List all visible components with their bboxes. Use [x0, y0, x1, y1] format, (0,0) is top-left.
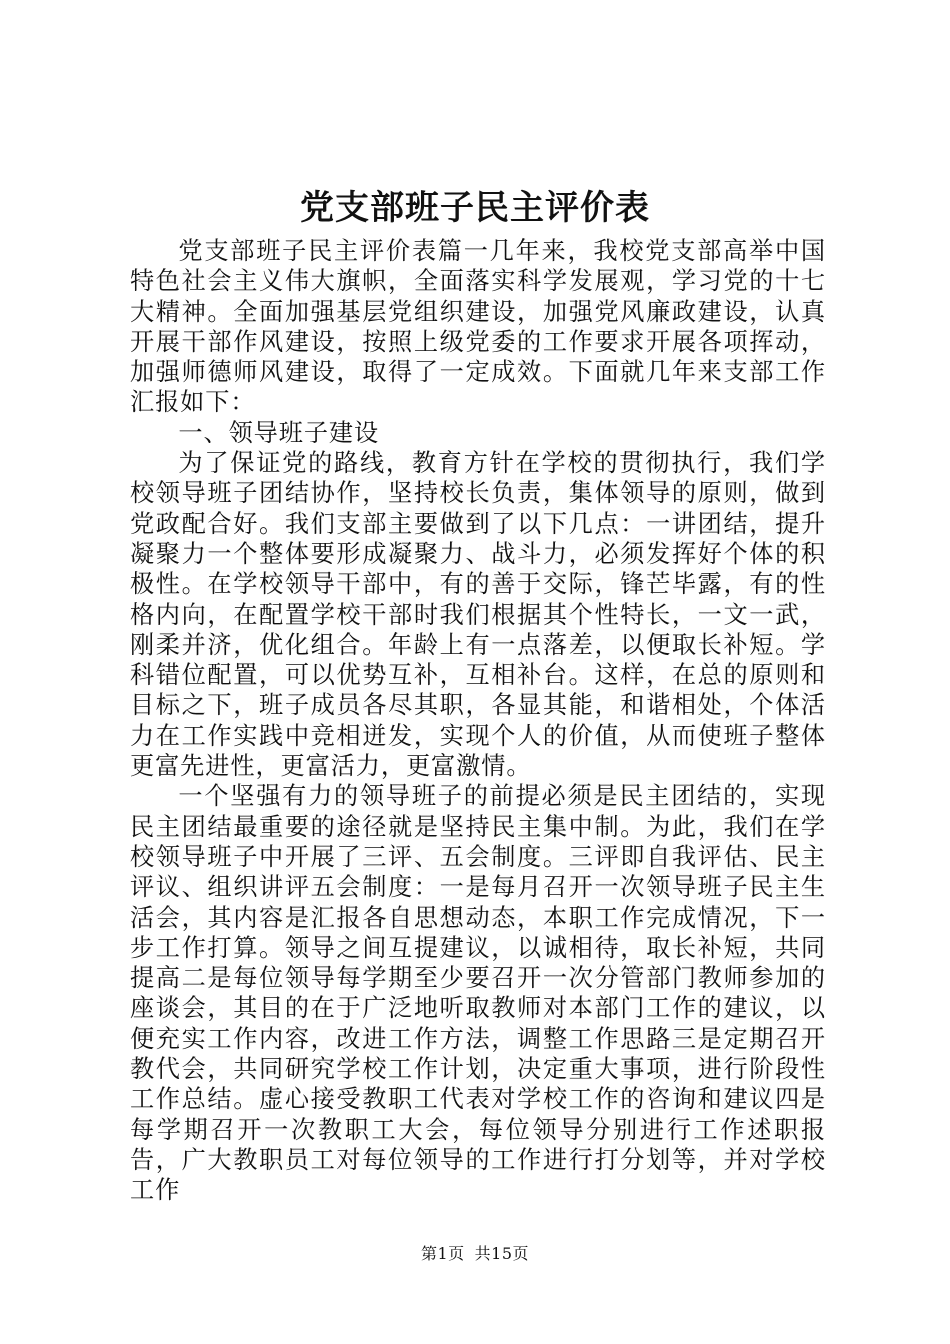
section-heading-leadership: 一、领导班子建设 [178, 418, 380, 447]
page-footer [0, 1242, 950, 1266]
paragraph-leadership: 为了保证党的路线，教育方针在学校的贯彻执行，我们学校领导班子团结协作，坚持校长负责，集体领导的原则，做到党政配合好。我们支部主要做到了以下几点：一讲团结，提升凝聚力一个整体要形成凝聚力、战斗力，必须发挥好个体的积极性。在学校领导干部中，有的善于交际，锋芒毕露，有的性格内向，在配置学校干部时我们根据其个性特长，一文一武，刚柔并济，优化组合。年龄上有一点落差，以便取长补短。学科错位配置，可以优势互补，互相补台。这样，在总的原则和目标之下，班子成员各尽其职，各显其能，和谐相处，个体活力在工作实践中竞相迸发，实现个人的价值，从而使班子整体更富先进性，更富活力，更富激情。 [130, 449, 826, 781]
page-total: 共15页 [474, 1244, 530, 1263]
paragraph-democracy: 一个坚强有力的领导班子的前提必须是民主团结的，实现民主团结最重要的途径就是坚持民主集中制。为此，我们在学校领导班子中开展了三评、五会制度。三评即自我评估、民主评议、组织讲评五会制度：一是每月召开一次领导班子民主生活会，其内容是汇报各自思想动态，本职工作完成情况，下一步工作打算。领导之间互提建议，以诚相待，取长补短，共同提高二是每位领导每学期至少要召开一次分管部门教师参加的座谈会，其目的在于广泛地听取教师对本部门工作的建议，以便充实工作内容，改进工作方法，调整工作思路三是定期召开教代会，共同研究学校工作计划，决定重大事项，进行阶段性工作总结。虚心接受教职工代表对学校工作的咨询和建议四是每学期召开一次教职工大会，每位领导分别进行工作述职报告，广大教职员工对每位领导的工作进行打分划等，并对学校工作 [130, 782, 826, 1205]
paragraph-intro: 党支部班子民主评价表篇一几年来，我校党支部高举中国特色社会主义伟大旗帜，全面落实科学发展观，学习党的十七大精神。全面加强基层党组织建设，加强党风廉政建设，认真开展干部作风建设，按照上级党委的工作要求开展各项挥动，加强师德师风建设，取得了一定成效。下面就几年来支部工作汇报如下： [130, 237, 826, 417]
document-body [130, 236, 826, 1206]
page-number: 第1页 [420, 1244, 465, 1263]
document-title: 党支部班子民主评价表 [300, 188, 650, 228]
